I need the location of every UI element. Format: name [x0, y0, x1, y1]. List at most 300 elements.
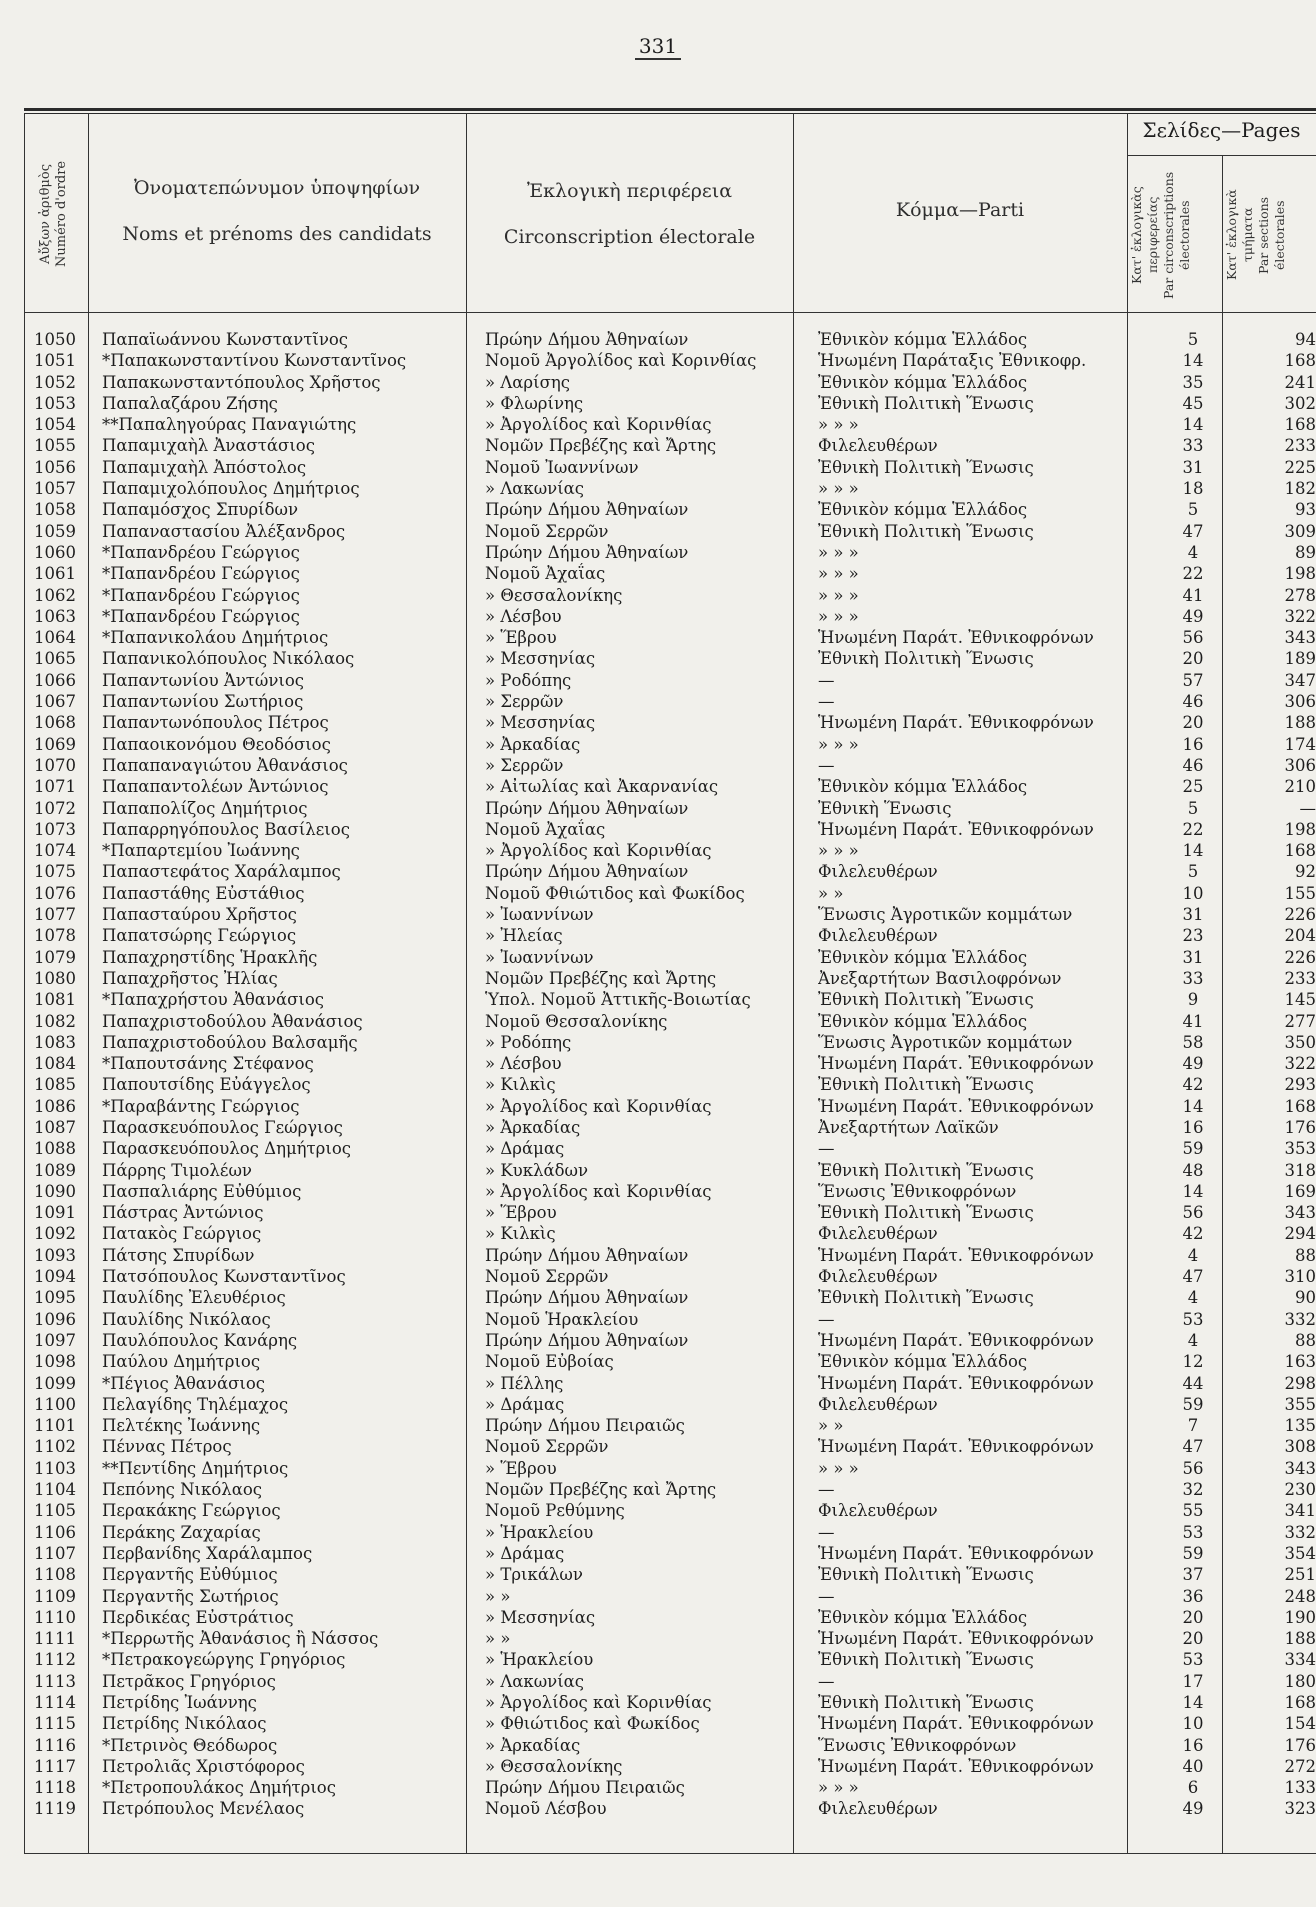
constituency: Νομοῦ Σερρῶν	[485, 1437, 609, 1457]
candidate-name: *Περρωτῆς Ἀθανάσιος ἢ Νάσσος	[102, 1629, 379, 1649]
row-number: 1104	[34, 1480, 76, 1500]
pages-by-section-header	[1224, 162, 1314, 308]
table-row	[24, 1032, 1316, 1053]
constituency: » Πέλλης	[485, 1373, 564, 1393]
table-row	[24, 372, 1316, 393]
candidate-name: Παπαμιχαὴλ Ἀπόστολος	[102, 457, 307, 477]
party: » »	[818, 883, 844, 903]
table-row	[24, 861, 1316, 882]
pages-by-section-french: Par sections électorales	[1256, 196, 1287, 274]
top-rule	[24, 108, 1316, 111]
candidate-name: Παπαναστασίου Ἀλέξανδρος	[102, 521, 346, 541]
page-by-section: 322	[1284, 606, 1316, 626]
row-number: 1058	[34, 500, 76, 520]
table-row	[24, 542, 1316, 563]
row-number: 1093	[34, 1245, 76, 1265]
page-by-circ: 22	[1182, 564, 1204, 584]
party: » » »	[818, 1778, 859, 1798]
page-by-circ: 59	[1182, 1543, 1204, 1563]
page-by-section: 272	[1284, 1756, 1316, 1776]
table-row	[24, 1245, 1316, 1266]
constituency: Νομῶν Πρεβέζης καὶ Ἄρτης	[485, 968, 717, 988]
name-header-greek: Ὀνοματεπώνυμον ὑποψηφίων	[133, 177, 421, 199]
party: Φιλελευθέρων	[818, 862, 938, 882]
row-number: 1089	[34, 1160, 76, 1180]
page-by-circ: 47	[1182, 521, 1204, 541]
row-number: 1066	[34, 670, 76, 690]
constituency: » Λέσβου	[485, 1054, 562, 1074]
page-by-section: 309	[1284, 521, 1316, 541]
constituency: Πρώην Δήμου Ἀθηναίων	[485, 1330, 689, 1350]
table-row	[24, 393, 1316, 414]
party: Ἡνωμένη Παράτ. Ἐθνικοφρόνων	[818, 1629, 1094, 1649]
table-row	[24, 947, 1316, 968]
table-row	[24, 798, 1316, 819]
row-number: 1075	[34, 862, 76, 882]
constituency: » »	[485, 1629, 511, 1649]
party-column-header	[795, 187, 1125, 233]
party: » » »	[818, 1458, 859, 1478]
page-by-circ: 22	[1182, 819, 1204, 839]
candidate-name: Πετρᾶκος Γρηγόριος	[102, 1671, 276, 1691]
row-number: 1096	[34, 1309, 76, 1329]
page-by-section: 294	[1284, 1224, 1316, 1244]
page-by-section: 323	[1284, 1799, 1316, 1819]
candidate-name: Πετρολιᾶς Χριστόφορος	[102, 1756, 305, 1776]
table-row	[24, 1096, 1316, 1117]
bottom-rule	[24, 1853, 1316, 1854]
page-by-circ: 53	[1182, 1522, 1204, 1542]
row-number: 1103	[34, 1458, 76, 1478]
constituency: Νομοῦ Ἡρακλείου	[485, 1309, 639, 1329]
page-by-circ: 46	[1182, 692, 1204, 712]
candidate-name: *Πετρακογεώργης Γρηγόριος	[102, 1650, 346, 1670]
page-by-section: 180	[1284, 1671, 1316, 1691]
candidate-name: Παπαντωνίου Ἀντώνιος	[102, 670, 305, 690]
party: Ἕνωσις Ἀγροτικῶν κομμάτων	[818, 1032, 1073, 1052]
page-by-circ: 56	[1182, 1203, 1204, 1223]
constituency: » Κυκλάδων	[485, 1160, 589, 1180]
constituency: » Ἕβρου	[485, 628, 557, 648]
row-number: 1095	[34, 1288, 76, 1308]
candidate-name: Πατακὸς Γεώργιος	[102, 1224, 262, 1244]
row-number: 1059	[34, 521, 76, 541]
candidate-name: Παπουτσίδης Εὐάγγελος	[102, 1075, 311, 1095]
candidate-name: Πατσόπουλος Κωνσταντῖνος	[102, 1267, 346, 1287]
circ-column-header	[468, 168, 791, 260]
candidate-name: Περάκης Ζαχαρίας	[102, 1522, 261, 1542]
party: Ἐθνικὴ Ἕνωσις	[818, 798, 952, 818]
pages-header-rule	[1127, 155, 1316, 156]
candidate-name: Πέννας Πέτρος	[102, 1437, 232, 1457]
page-by-circ: 14	[1182, 841, 1204, 861]
candidate-name: Παυλίδης Ἐλευθέριος	[102, 1288, 286, 1308]
page-by-circ: 35	[1182, 372, 1204, 392]
pages-by-section-greek: Κατ' ἐκλογικὰ τμήματα	[1224, 189, 1255, 281]
constituency: Νομοῦ Ἀχαΐας	[485, 564, 606, 584]
table-row	[24, 1223, 1316, 1244]
page-by-section: 190	[1284, 1607, 1316, 1627]
page-by-circ: 20	[1182, 1607, 1204, 1627]
row-number: 1099	[34, 1373, 76, 1393]
page-by-circ: 48	[1182, 1160, 1204, 1180]
page-by-section: 277	[1284, 1011, 1316, 1031]
table-row	[24, 1756, 1316, 1777]
top-rule-thin	[24, 113, 1316, 114]
page-by-circ: 14	[1182, 1181, 1204, 1201]
page-by-section: 182	[1284, 479, 1316, 499]
pages-by-circ-greek: Κατ' ἐκλογικὰς περιφερείας	[1129, 186, 1160, 284]
candidate-name: Πάτσης Σπυρίδων	[102, 1245, 255, 1265]
table-row	[24, 1607, 1316, 1628]
party: Ἐθνικὴ Πολιτικὴ Ἕνωσις	[818, 1693, 1034, 1712]
pages-by-circ-header	[1129, 162, 1221, 308]
table-row	[24, 1074, 1316, 1095]
row-number: 1098	[34, 1352, 76, 1372]
page-by-section: 198	[1284, 819, 1316, 839]
party: Ἐθνικὸν κόμμα Ἑλλάδος	[818, 1607, 1028, 1627]
constituency: » Ἀργολίδος καὶ Κορινθίας	[485, 1181, 712, 1201]
candidate-name: Παπαπολίζος Δημήτριος	[102, 798, 308, 818]
candidate-name: Παπαμόσχος Σπυρίδων	[102, 500, 298, 520]
page-by-section: 251	[1284, 1565, 1316, 1585]
party: Φιλελευθέρων	[818, 1501, 938, 1521]
candidate-name: Περβανίδης Χαράλαμπος	[102, 1543, 313, 1563]
candidate-name: Παπαμιχαὴλ Ἀναστάσιος	[102, 436, 315, 456]
page-by-section: 343	[1284, 1458, 1316, 1478]
row-number: 1116	[34, 1735, 76, 1755]
row-number: 1108	[34, 1565, 76, 1585]
row-number: 1107	[34, 1543, 76, 1563]
row-number: 1071	[34, 777, 76, 797]
constituency: » Ἰωαννίνων	[485, 905, 594, 925]
party: Ἐθνικὴ Πολιτικὴ Ἕνωσις	[818, 1203, 1034, 1223]
page-by-circ: 59	[1182, 1394, 1204, 1414]
candidate-name: Περγαντῆς Εὐθύμιος	[102, 1565, 278, 1585]
party: Ἡνωμένη Παράτ. Ἐθνικοφρόνων	[818, 713, 1094, 733]
candidate-name: **Παπαληγούρας Παναγιώτης	[102, 415, 357, 435]
page-by-section: 332	[1284, 1522, 1316, 1542]
page-by-section: 145	[1284, 990, 1316, 1010]
constituency: Νομοῦ Ἰωαννίνων	[485, 457, 639, 477]
table-row	[24, 435, 1316, 456]
page-by-circ: 55	[1182, 1501, 1204, 1521]
party: Ἕνωσις Ἀγροτικῶν κομμάτων	[818, 905, 1073, 925]
table-row	[24, 1479, 1316, 1500]
page-by-section: 198	[1284, 564, 1316, 584]
name-header-french: Noms et prénoms des candidats	[122, 223, 432, 245]
row-number: 1091	[34, 1203, 76, 1223]
page-by-circ: 9	[1187, 990, 1199, 1010]
row-number: 1081	[34, 990, 76, 1010]
row-number: 1119	[34, 1799, 76, 1819]
row-number: 1097	[34, 1330, 76, 1350]
row-number: 1057	[34, 479, 76, 499]
table-row	[24, 691, 1316, 712]
page-by-section: 189	[1284, 649, 1316, 669]
candidate-name: Πάστρας Ἀντώνιος	[102, 1203, 264, 1223]
constituency: Νομῶν Πρεβέζης καὶ Ἄρτης	[485, 436, 717, 456]
page-by-circ: 41	[1182, 585, 1204, 605]
constituency: » Λακωνίας	[485, 1671, 585, 1691]
page-by-circ: 37	[1182, 1565, 1204, 1585]
page-by-section: 188	[1284, 1629, 1316, 1649]
party: Ἐθνικὸν κόμμα Ἑλλάδος	[818, 1011, 1028, 1031]
candidate-name: Πάρρης Τιμολέων	[102, 1160, 252, 1180]
constituency: Νομοῦ Θεσσαλονίκης	[485, 1011, 668, 1031]
constituency: » Θεσσαλονίκης	[485, 585, 623, 605]
page-by-section: 163	[1284, 1352, 1316, 1372]
page-by-circ: 10	[1182, 1714, 1204, 1734]
table-row	[24, 1436, 1316, 1457]
candidate-name: Παπαπαντολέων Ἀντώνιος	[102, 777, 329, 797]
constituency: Νομῶν Πρεβέζης καὶ Ἄρτης	[485, 1480, 717, 1500]
page-by-circ: 14	[1182, 415, 1204, 435]
party: Φιλελευθέρων	[818, 1267, 938, 1287]
page-by-section: 278	[1284, 585, 1316, 605]
row-number: 1088	[34, 1139, 76, 1159]
party: —	[818, 1522, 835, 1542]
party: Ἐθνικὴ Πολιτικὴ Ἕνωσις	[818, 1075, 1034, 1095]
party: —	[818, 692, 835, 712]
page-by-section: 341	[1284, 1501, 1316, 1521]
party: Φιλελευθέρων	[818, 926, 938, 946]
page-by-circ: 45	[1182, 393, 1204, 413]
constituency: Νομοῦ Σερρῶν	[485, 1267, 609, 1287]
page-by-section: 188	[1284, 713, 1316, 733]
row-number: 1067	[34, 692, 76, 712]
row-number: 1113	[34, 1671, 76, 1691]
constituency: » Σερρῶν	[485, 755, 564, 775]
constituency: » Ἠλείας	[485, 926, 563, 946]
party: —	[818, 1671, 835, 1691]
page-by-circ: 47	[1182, 1267, 1204, 1287]
row-number: 1054	[34, 415, 76, 435]
constituency: » Ἀργολίδος καὶ Κορινθίας	[485, 841, 712, 861]
page-by-section: —	[1299, 798, 1316, 818]
row-number: 1077	[34, 905, 76, 925]
page-by-section: 233	[1284, 436, 1316, 456]
party: Ἡνωμένη Παράτ. Ἐθνικοφρόνων	[818, 628, 1094, 648]
page-by-circ: 40	[1182, 1756, 1204, 1776]
page-by-circ: 49	[1182, 1054, 1204, 1074]
candidate-name: Παπαπαναγιώτου Ἀθανάσιος	[102, 755, 348, 775]
row-number: 1056	[34, 457, 76, 477]
table-row	[24, 1713, 1316, 1734]
header-bottom-rule	[24, 312, 1316, 313]
constituency: Νομοῦ Λέσβου	[485, 1799, 607, 1819]
row-number: 1053	[34, 393, 76, 413]
table-row	[24, 1351, 1316, 1372]
table-row	[24, 1011, 1316, 1032]
party-header: Κόμμα—Parti	[895, 199, 1025, 221]
constituency: » Ροδόπης	[485, 670, 572, 690]
row-number: 1086	[34, 1096, 76, 1116]
page-by-section: 210	[1284, 777, 1316, 797]
candidate-name: *Πετροπουλάκος Δημήτριος	[102, 1778, 336, 1798]
page-by-circ: 59	[1182, 1139, 1204, 1159]
party: Ἐθνικὴ Πολιτικὴ Ἕνωσις	[818, 457, 1034, 477]
table-row	[24, 712, 1316, 733]
party: Ἡνωμένη Παράτ. Ἐθνικοφρόνων	[818, 1054, 1094, 1074]
candidate-name: *Παπανδρέου Γεώργιος	[102, 542, 300, 562]
party: —	[818, 1480, 835, 1500]
page-by-circ: 31	[1182, 947, 1204, 967]
constituency: » Λακωνίας	[485, 479, 585, 499]
table-row	[24, 606, 1316, 627]
constituency: Νομοῦ Ἀργολίδος καὶ Κορινθίας	[485, 351, 757, 371]
party: » » »	[818, 415, 859, 435]
row-number: 1111	[34, 1629, 76, 1649]
page-by-section: 322	[1284, 1054, 1316, 1074]
pages-header: Σελίδες—Pages	[1142, 118, 1301, 142]
party: Ἡνωμένη Παράτ. Ἐθνικοφρόνων	[818, 1756, 1094, 1776]
number-header-french: Numéro d'ordre	[54, 160, 69, 268]
row-number: 1073	[34, 819, 76, 839]
candidate-name: Παπαχρῆστος Ἠλίας	[102, 968, 278, 988]
table-row	[24, 1628, 1316, 1649]
candidate-name: Πετρίδης Ἰωάννης	[102, 1693, 257, 1712]
constituency: » Ἡρακλείου	[485, 1522, 594, 1542]
page-by-circ: 16	[1182, 1735, 1204, 1755]
table-row	[24, 1138, 1316, 1159]
table-row	[24, 1202, 1316, 1223]
constituency: Νομοῦ Φθιώτιδος καὶ Φωκίδος	[485, 883, 745, 903]
constituency: Πρώην Δήμου Πειραιῶς	[485, 1416, 685, 1436]
candidate-name: *Παπαρτεμίου Ἰωάννης	[102, 841, 300, 861]
party: Ἐθνικὴ Πολιτικὴ Ἕνωσις	[818, 1160, 1034, 1180]
row-number: 1118	[34, 1778, 76, 1798]
party: Ἐθνικὴ Πολιτικὴ Ἕνωσις	[818, 1565, 1034, 1585]
page-by-circ: 5	[1187, 330, 1199, 349]
candidate-name: *Πέγιος Ἀθανάσιος	[102, 1373, 266, 1393]
page-by-circ: 57	[1182, 670, 1204, 690]
table-row	[24, 648, 1316, 669]
page-by-section: 306	[1284, 755, 1316, 775]
candidate-name: Πασπαλιάρης Εὐθύμιος	[102, 1181, 302, 1201]
page-by-section: 347	[1284, 670, 1316, 690]
table-row	[24, 840, 1316, 861]
constituency: » Ἀργολίδος καὶ Κορινθίας	[485, 1693, 712, 1712]
page-by-section: 241	[1284, 372, 1316, 392]
table-row	[24, 670, 1316, 691]
row-number: 1055	[34, 436, 76, 456]
number-header-greek: Αὔξων ἀριθμὸς	[38, 164, 53, 264]
table-row	[24, 1500, 1316, 1521]
row-number: 1063	[34, 606, 76, 626]
candidate-name: *Παραβάντης Γεώργιος	[102, 1096, 300, 1116]
page-by-circ: 47	[1182, 1437, 1204, 1457]
page-by-section: 332	[1284, 1309, 1316, 1329]
circ-header-french: Circonscription électorale	[503, 226, 756, 248]
constituency: » Ἀργολίδος καὶ Κορινθίας	[485, 1096, 712, 1116]
page-by-circ: 31	[1182, 905, 1204, 925]
row-number: 1051	[34, 351, 76, 371]
page-by-circ: 42	[1182, 1224, 1204, 1244]
row-number: 1092	[34, 1224, 76, 1244]
circ-header-greek: Ἐκλογικὴ περιφέρεια	[526, 180, 733, 202]
page-by-circ: 6	[1187, 1778, 1199, 1798]
table-row	[24, 1330, 1316, 1351]
constituency: Πρώην Δήμου Ἀθηναίων	[485, 1245, 689, 1265]
candidate-name: Παύλου Δημήτριος	[102, 1352, 261, 1372]
page-by-section: 155	[1284, 883, 1316, 903]
table-row	[24, 1415, 1316, 1436]
row-number: 1078	[34, 926, 76, 946]
page-by-section: 355	[1284, 1394, 1316, 1414]
row-number: 1084	[34, 1054, 76, 1074]
page-by-section: 94	[1295, 330, 1316, 349]
page-by-circ: 20	[1182, 713, 1204, 733]
page-by-circ: 4	[1187, 1288, 1199, 1308]
constituency: » Σερρῶν	[485, 692, 564, 712]
page-by-section: 88	[1295, 1330, 1316, 1350]
candidate-name: *Πετρινὸς Θεόδωρος	[102, 1735, 278, 1755]
table-row	[24, 1522, 1316, 1543]
table-row	[24, 1309, 1316, 1330]
party: —	[818, 755, 835, 775]
constituency: » Μεσσηνίας	[485, 1607, 596, 1627]
page-by-section: 233	[1284, 968, 1316, 988]
candidate-name: Πετρόπουλος Μενέλαος	[102, 1799, 305, 1819]
page-by-section: 226	[1284, 905, 1316, 925]
page-by-section: 225	[1284, 457, 1316, 477]
table-row	[24, 776, 1316, 797]
row-number: 1101	[34, 1416, 76, 1436]
constituency: Πρώην Δήμου Ἀθηναίων	[485, 862, 689, 882]
candidate-name: Πεπόνης Νικόλαος	[102, 1480, 263, 1500]
party: Ἡνωμένη Παράτ. Ἐθνικοφρόνων	[818, 1437, 1094, 1457]
page-by-section: 92	[1295, 862, 1316, 882]
party: Ἐθνικὸν κόμμα Ἑλλάδος	[818, 947, 1028, 967]
party: —	[818, 1139, 835, 1159]
table-row	[24, 1373, 1316, 1394]
party: Φιλελευθέρων	[818, 1799, 938, 1819]
row-number: 1094	[34, 1267, 76, 1287]
page-by-circ: 14	[1182, 351, 1204, 371]
party: Φιλελευθέρων	[818, 1394, 938, 1414]
page-by-circ: 49	[1182, 606, 1204, 626]
party: Ἕνωσις Ἐθνικοφρόνων	[818, 1181, 1017, 1201]
table-row	[24, 819, 1316, 840]
table-row	[24, 627, 1316, 648]
table-row	[24, 968, 1316, 989]
party: » »	[818, 1416, 844, 1436]
constituency: » Μεσσηνίας	[485, 713, 596, 733]
page-by-circ: 4	[1187, 1245, 1199, 1265]
candidate-name: *Παπανδρέου Γεώργιος	[102, 585, 300, 605]
table-row	[24, 925, 1316, 946]
table-row	[24, 1117, 1316, 1138]
candidate-name: Παπαλαζάρου Ζήσης	[102, 393, 278, 413]
page-by-section: 226	[1284, 947, 1316, 967]
candidate-table-body	[24, 329, 1316, 1820]
party: Ἡνωμένη Παράτ. Ἐθνικοφρόνων	[818, 819, 1094, 839]
table-row	[24, 1160, 1316, 1181]
constituency: Νομοῦ Ἀχαΐας	[485, 819, 606, 839]
table-row	[24, 1287, 1316, 1308]
constituency: » Φθιώτιδος καὶ Φωκίδος	[485, 1714, 700, 1734]
page-by-circ: 5	[1187, 798, 1199, 818]
page-by-circ: 44	[1182, 1373, 1204, 1393]
candidate-name: *Παπακωνσταντίνου Κωνσταντῖνος	[102, 351, 407, 371]
party: » » »	[818, 734, 859, 754]
page-by-section: 168	[1284, 415, 1316, 435]
constituency: » Φλωρίνης	[485, 393, 584, 413]
constituency: Πρώην Δήμου Ἀθηναίων	[485, 542, 689, 562]
constituency: Πρώην Δήμου Ἀθηναίων	[485, 798, 689, 818]
row-number: 1109	[34, 1586, 76, 1606]
